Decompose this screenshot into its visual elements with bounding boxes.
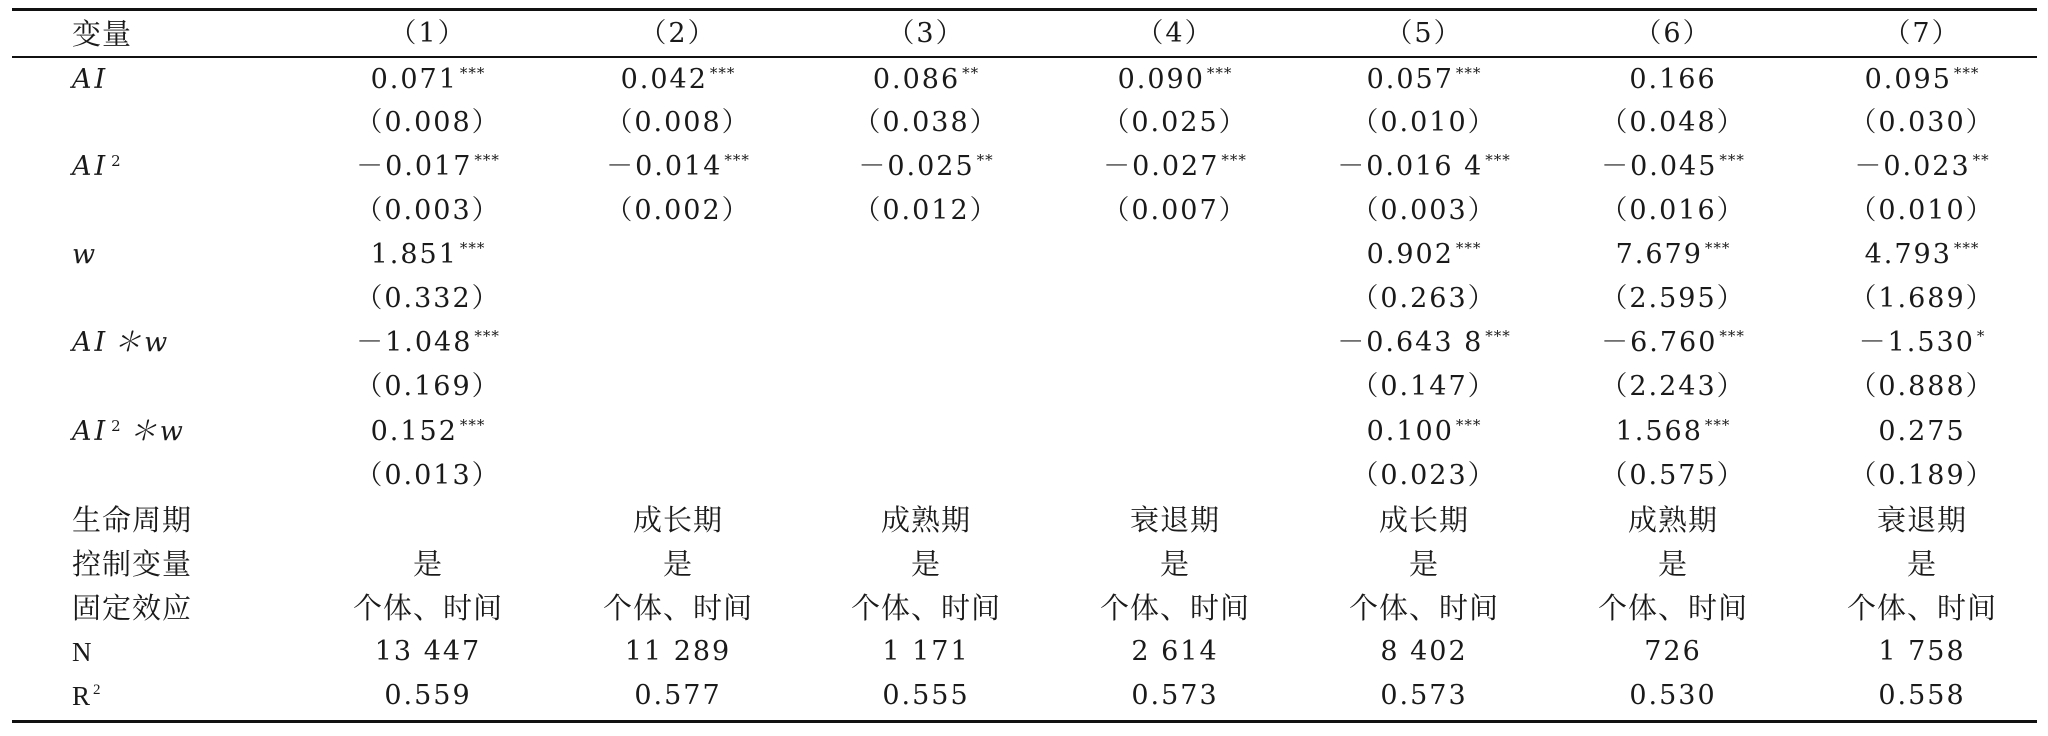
table-cell <box>1616 410 1731 454</box>
table-cell <box>873 58 979 102</box>
cell-value: －0.045 <box>1601 151 1718 182</box>
top-rule <box>12 8 2037 11</box>
significance-stars: *** <box>459 416 486 434</box>
cell-value: －0.027 <box>1103 151 1220 182</box>
table-cell <box>1102 189 1247 233</box>
cell-value: （0.025） <box>1102 107 1248 138</box>
table-cell <box>1658 542 1688 586</box>
table-cell <box>1100 586 1250 630</box>
cell-value: 2 614 <box>1131 636 1219 667</box>
cell-value: 1 171 <box>882 636 970 667</box>
se-row <box>0 454 2048 498</box>
cell-value: （2.595） <box>1600 283 1746 314</box>
table-cell <box>1351 101 1496 145</box>
table-cell <box>1859 321 1986 365</box>
table-cell <box>384 674 471 718</box>
table-cell <box>1598 586 1748 630</box>
row-label-text: R <box>72 681 91 711</box>
significance-stars: *** <box>1455 416 1482 434</box>
significance-stars: *** <box>709 64 736 82</box>
significance-stars: *** <box>724 151 750 169</box>
table-cell <box>1849 189 1994 233</box>
significance-stars: *** <box>1719 151 1745 169</box>
cell-value: －0.023 <box>1854 151 1971 182</box>
row-label <box>72 233 98 277</box>
cell-value: 是 <box>1906 547 1938 581</box>
cell-value: －0.025 <box>858 151 975 182</box>
table-cell <box>355 365 500 409</box>
cell-value: 0.555 <box>882 680 970 711</box>
cell-value: 0.577 <box>634 680 722 711</box>
cell-value: 个体、时间 <box>1597 591 1749 625</box>
table-cell <box>1367 233 1482 277</box>
table-cell <box>1351 365 1496 409</box>
bottom-rule <box>12 720 2037 723</box>
significance-stars: ** <box>962 64 980 82</box>
cell-value: （0.003） <box>355 195 501 226</box>
cell-value: 0.902 <box>1366 239 1454 270</box>
table-cell <box>355 277 500 321</box>
cell-value: 是 <box>412 547 444 581</box>
table-cell <box>853 189 998 233</box>
cell-value: 0.042 <box>620 64 708 95</box>
se-row <box>0 277 2048 321</box>
cell-value: 0.057 <box>1366 64 1454 95</box>
cell-value: （0.008） <box>605 107 751 138</box>
cell-value: （0.030） <box>1849 107 1995 138</box>
table-cell <box>356 321 500 365</box>
table-cell <box>882 674 969 718</box>
row-label <box>72 410 186 454</box>
table-cell <box>1131 674 1218 718</box>
table-cell <box>375 630 481 674</box>
cell-value: 0.275 <box>1878 416 1966 447</box>
row-label <box>72 58 108 102</box>
row-label-text: 控制变量 <box>72 547 193 581</box>
significance-stars: *** <box>1485 327 1511 345</box>
cell-value: （0.575） <box>1600 460 1746 491</box>
table-cell <box>1849 277 1994 321</box>
table-row <box>0 58 2048 102</box>
table-cell <box>1379 498 1469 542</box>
cell-value: 1 758 <box>1878 636 1966 667</box>
table-cell <box>355 101 500 145</box>
row-label-text: w <box>72 239 99 270</box>
cell-value: －1.048 <box>356 327 473 358</box>
cell-value: 11 289 <box>624 636 732 667</box>
row-label-text: AI <box>72 416 109 447</box>
table-cell <box>1600 454 1745 498</box>
table-cell <box>1600 101 1745 145</box>
table-row <box>0 145 2048 189</box>
table-cell <box>1103 145 1247 189</box>
significance-stars: *** <box>474 151 500 169</box>
table-cell <box>413 542 443 586</box>
table-cell <box>1629 674 1716 718</box>
row-label <box>72 145 124 189</box>
table-cell <box>1601 145 1745 189</box>
significance-stars: *** <box>1221 151 1247 169</box>
table-cell <box>663 542 693 586</box>
significance-stars: *** <box>1953 64 1980 82</box>
table-cell <box>355 189 500 233</box>
cell-value: （0.016） <box>1600 195 1746 226</box>
table-cell <box>1629 58 1716 102</box>
cell-value: （0.169） <box>355 371 501 402</box>
row-label-suffix: ＊w <box>129 416 186 447</box>
cell-value: 0.086 <box>872 64 961 95</box>
table-cell <box>853 101 998 145</box>
cell-value: （0.332） <box>355 283 501 314</box>
significance-stars: *** <box>459 239 486 257</box>
table-cell <box>605 101 750 145</box>
cell-value: －6.760 <box>1601 327 1718 358</box>
cell-value: 衰退期 <box>1129 503 1221 537</box>
table-cell <box>371 233 486 277</box>
table-cell <box>1865 58 1980 102</box>
significance-stars: *** <box>1719 327 1745 345</box>
table-cell <box>1847 586 1997 630</box>
table-cell <box>1628 498 1718 542</box>
table-row <box>0 321 2048 365</box>
table-row <box>0 542 2048 586</box>
cell-value: 个体、时间 <box>352 591 504 625</box>
cell-value: 726 <box>1644 636 1702 667</box>
cell-value: －0.017 <box>356 151 473 182</box>
table-cell <box>634 674 721 718</box>
table-cell <box>1367 410 1482 454</box>
row-label <box>72 542 192 586</box>
table-cell <box>1351 277 1496 321</box>
row-label-text: N <box>72 637 92 667</box>
row-label <box>72 321 170 365</box>
cell-value: （0.007） <box>1102 195 1248 226</box>
table-row <box>0 410 2048 454</box>
cell-value: 0.530 <box>1629 680 1717 711</box>
cell-value: 个体、时间 <box>850 591 1002 625</box>
header-col-6: （6） <box>1634 18 1712 49</box>
header-col-7: （7） <box>1883 18 1961 49</box>
cell-value: 0.090 <box>1117 64 1205 95</box>
table-cell <box>1380 674 1467 718</box>
significance-stars: *** <box>1455 239 1482 257</box>
cell-value: （2.243） <box>1600 371 1746 402</box>
table-cell <box>1337 145 1511 189</box>
row-label-text: AI <box>72 151 109 182</box>
cell-value: （0.147） <box>1351 371 1497 402</box>
significance-stars: * <box>1976 327 1986 345</box>
cell-value: 是 <box>1657 547 1689 581</box>
header-col-4: （4） <box>1136 18 1214 49</box>
table-cell <box>605 189 750 233</box>
table-cell <box>606 145 750 189</box>
table-cell <box>371 58 486 102</box>
table-cell <box>1367 58 1482 102</box>
table-cell <box>1600 189 1745 233</box>
cell-value: 个体、时间 <box>1348 591 1500 625</box>
table-cell <box>1351 454 1496 498</box>
cell-value: 13 447 <box>374 636 482 667</box>
table-cell <box>1865 233 1980 277</box>
table-cell <box>1349 586 1499 630</box>
table-cell <box>1102 101 1247 145</box>
row-label <box>72 586 192 630</box>
se-row <box>0 365 2048 409</box>
table-cell <box>1616 233 1731 277</box>
significance-stars: *** <box>1953 239 1980 257</box>
cell-value: 7.679 <box>1615 239 1703 270</box>
cell-value: －0.643 8 <box>1337 327 1484 358</box>
cell-value: －0.014 <box>606 151 723 182</box>
se-row <box>0 189 2048 233</box>
cell-value: 个体、时间 <box>1846 591 1998 625</box>
table-cell <box>621 58 736 102</box>
header-variable: 变量 <box>72 17 133 51</box>
table-cell <box>1409 542 1439 586</box>
table-cell <box>1118 58 1233 102</box>
row-label-superscript: 2 <box>111 417 124 435</box>
cell-value: 成长期 <box>1378 503 1470 537</box>
table-cell <box>1849 454 1994 498</box>
cell-value: 1.568 <box>1615 416 1703 447</box>
cell-value: （0.010） <box>1351 107 1497 138</box>
cell-value: －0.016 4 <box>1337 151 1484 182</box>
cell-value: （0.003） <box>1351 195 1497 226</box>
table-cell <box>1380 630 1467 674</box>
cell-value: 是 <box>662 547 694 581</box>
table-cell <box>1854 145 1989 189</box>
row-label-text: AI <box>72 64 109 95</box>
significance-stars: *** <box>1455 64 1482 82</box>
cell-value: 个体、时间 <box>602 591 754 625</box>
table-cell <box>1877 498 1967 542</box>
table-cell <box>1849 365 1994 409</box>
cell-value: 0.152 <box>370 416 458 447</box>
table-cell <box>1644 630 1702 674</box>
cell-value: （0.008） <box>355 107 501 138</box>
table-cell <box>371 410 486 454</box>
cell-value: （0.010） <box>1849 195 1995 226</box>
cell-value: 成长期 <box>632 503 724 537</box>
cell-value: 0.166 <box>1629 64 1717 95</box>
cell-value: （0.038） <box>853 107 999 138</box>
header-col-2: （2） <box>639 18 717 49</box>
cell-value: 0.095 <box>1864 64 1952 95</box>
table-cell <box>1600 365 1745 409</box>
table-cell <box>1907 542 1937 586</box>
cell-value: 0.573 <box>1131 680 1219 711</box>
cell-value: －1.530 <box>1858 327 1975 358</box>
table-cell <box>356 145 500 189</box>
table-row <box>0 674 2048 718</box>
table-cell <box>625 630 731 674</box>
row-label-text: AI <box>72 327 109 358</box>
significance-stars: *** <box>1206 64 1233 82</box>
row-label-text: 固定效应 <box>72 591 193 625</box>
table-cell <box>881 498 971 542</box>
significance-stars: *** <box>459 64 486 82</box>
header-col-3: （3） <box>887 18 965 49</box>
table-cell <box>355 454 500 498</box>
cell-value: 是 <box>910 547 942 581</box>
table-cell <box>851 586 1001 630</box>
table-row <box>0 233 2048 277</box>
cell-value: 成熟期 <box>880 503 972 537</box>
table-cell <box>1601 321 1745 365</box>
cell-value: 1.851 <box>370 239 458 270</box>
significance-stars: ** <box>976 151 994 169</box>
significance-stars: ** <box>1972 151 1990 169</box>
cell-value: 4.793 <box>1864 239 1952 270</box>
table-cell <box>1130 498 1220 542</box>
se-row <box>0 101 2048 145</box>
table-cell <box>858 145 993 189</box>
table-cell <box>1131 630 1218 674</box>
cell-value: （0.002） <box>605 195 751 226</box>
row-label-superscript: 2 <box>93 682 101 698</box>
table-row <box>0 586 2048 630</box>
table-cell <box>1351 189 1496 233</box>
table-cell <box>882 630 969 674</box>
table-cell <box>1878 674 1965 718</box>
table-cell <box>353 586 503 630</box>
table-cell <box>1878 630 1965 674</box>
significance-stars: *** <box>1485 151 1511 169</box>
row-label <box>72 630 92 674</box>
cell-value: （0.263） <box>1351 283 1497 314</box>
table-cell <box>603 586 753 630</box>
header-col-5: （5） <box>1385 18 1463 49</box>
cell-value: （0.189） <box>1849 460 1995 491</box>
significance-stars: *** <box>1704 416 1731 434</box>
table-cell <box>1849 101 1994 145</box>
cell-value: （1.689） <box>1849 283 1995 314</box>
table-cell <box>1337 321 1511 365</box>
header-col-1: （1） <box>389 18 467 49</box>
header-row <box>0 12 2048 56</box>
row-label-suffix: ＊w <box>114 327 171 358</box>
row-label-superscript: 2 <box>111 152 124 170</box>
table-cell <box>633 498 723 542</box>
cell-value: 8 402 <box>1380 636 1468 667</box>
cell-value: （0.888） <box>1849 371 1995 402</box>
cell-value: 个体、时间 <box>1099 591 1251 625</box>
cell-value: （0.048） <box>1600 107 1746 138</box>
row-label <box>72 674 101 718</box>
table-cell <box>1160 542 1190 586</box>
table-cell <box>1600 277 1745 321</box>
row-label-text: 生命周期 <box>72 503 193 537</box>
table-row <box>0 630 2048 674</box>
cell-value: 0.071 <box>370 64 458 95</box>
table-row <box>0 498 2048 542</box>
cell-value: （0.023） <box>1351 460 1497 491</box>
cell-value: 衰退期 <box>1876 503 1968 537</box>
cell-value: 0.558 <box>1878 680 1966 711</box>
significance-stars: *** <box>1704 239 1731 257</box>
row-label <box>72 498 192 542</box>
cell-value: 是 <box>1159 547 1191 581</box>
cell-value: 0.559 <box>384 680 472 711</box>
cell-value: 是 <box>1408 547 1440 581</box>
cell-value: （0.012） <box>853 195 999 226</box>
cell-value: 成熟期 <box>1627 503 1719 537</box>
cell-value: 0.573 <box>1380 680 1468 711</box>
cell-value: 0.100 <box>1366 416 1454 447</box>
table-cell <box>1878 410 1965 454</box>
cell-value: （0.013） <box>355 460 501 491</box>
significance-stars: *** <box>474 327 500 345</box>
table-cell <box>911 542 941 586</box>
